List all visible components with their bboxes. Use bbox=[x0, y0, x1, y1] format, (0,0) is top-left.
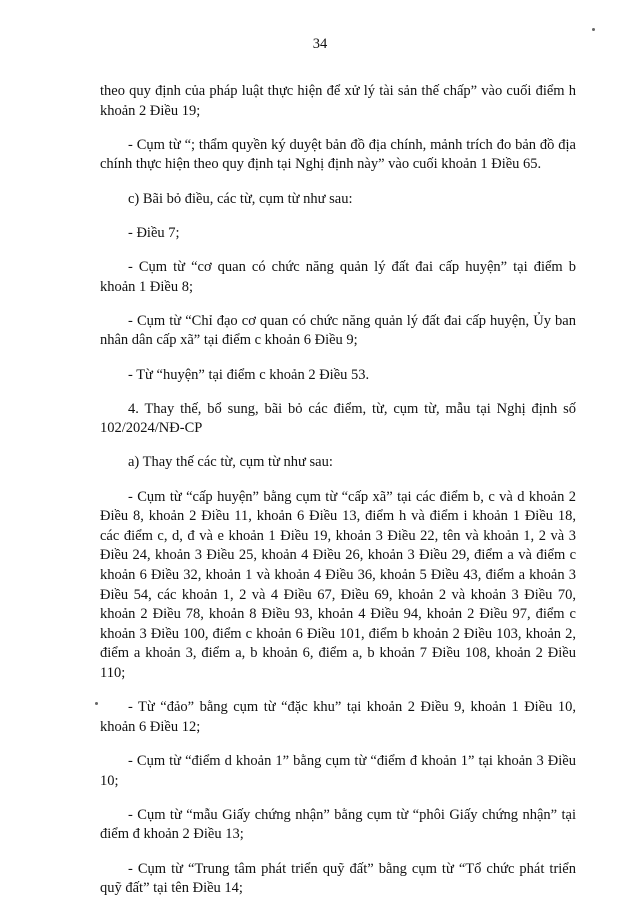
paragraph-item: - Từ “huyện” tại điểm c khoản 2 Điều 53. bbox=[128, 366, 370, 383]
paragraph-item: - Cụm từ “cơ quan có chức năng quản lý đất đai cấp huyện” tại điểm b khoản 1 Điều 8; bbox=[100, 258, 576, 295]
document-body bbox=[100, 82, 576, 899]
paragraph-item: - Điều 7; bbox=[128, 224, 180, 241]
scan-speck bbox=[592, 28, 595, 31]
paragraph-item: - Cụm từ “Chỉ đạo cơ quan có chức năng quản lý đất đai cấp huyện, Ủy ban nhân dân cấp xã” tại điểm c khoản 6 Điều 9; bbox=[100, 312, 576, 349]
paragraph-item: - Cụm từ “; thẩm quyền ký duyệt bản đồ địa chính, mảnh trích đo bản đồ địa chính thực hiện theo quy định tại Nghị định này” vào cuối khoản 1 Điều 65. bbox=[100, 136, 576, 173]
scan-speck bbox=[95, 702, 98, 705]
section-heading-a: a) Thay thế các từ, cụm từ như sau: bbox=[128, 454, 333, 471]
section-heading-c: c) Bãi bỏ điều, các từ, cụm từ như sau: bbox=[128, 190, 353, 207]
paragraph-item: - Cụm từ “Trung tâm phát triển quỹ đất” bằng cụm từ “Tổ chức phát triển quỹ đất” tại tên Điều 14; bbox=[100, 860, 576, 897]
paragraph-item: - Cụm từ “cấp huyện” bằng cụm từ “cấp xã” tại các điểm b, c và d khoản 2 Điều 8, khoản 2 Điều 11, khoản 6 Điều 13, điểm h và điểm i khoản 1 Điều 18, các điểm c, d, đ và e khoản 1 Điều 19, khoản 3 Điều 22, tên và khoản 1, 2 và 3 Điều 24, khoản 3 Điều 25, khoản 4 Điều 26, khoản 3 Điều 29, điểm a và điểm c khoản 6 Điều 32, khoản 1 và khoản 4 Điều 36, khoản 5 Điều 43, điểm a khoản 3 Điều 54, các khoản 1, 2 và 4 Điều 67, Điều 69, khoản 2 và khoản 3 Điều 70, khoản 2 Điều 78, khoản 8 Điều 93, khoản 4 Điều 94, khoản 2 Điều 97, điểm c khoản 3 Điều 100, điểm c khoản 6 Điều 101, điểm b khoản 2 Điều 103, khoản 2, điểm a khoản 3, điểm a, b khoản 6, điểm a, b khoản 7 Điều 108, khoản 2 Điều 110; bbox=[100, 488, 576, 681]
paragraph-item: - Cụm từ “điểm d khoản 1” bằng cụm từ “điểm đ khoản 1” tại khoản 3 Điều 10; bbox=[100, 752, 576, 789]
paragraph-item: - Từ “đảo” bằng cụm từ “đặc khu” tại khoản 2 Điều 9, khoản 1 Điều 10, khoản 6 Điều 12; bbox=[100, 699, 576, 735]
page-number: 34 bbox=[312, 36, 328, 52]
paragraph-continuation: theo quy định của pháp luật thực hiện để xử lý tài sản thế chấp” vào cuối điểm h khoản 2 Điều 19; bbox=[100, 83, 576, 119]
section-heading-4: 4. Thay thế, bổ sung, bãi bỏ các điểm, từ, cụm từ, mẫu tại Nghị định số 102/2024/NĐ-CP bbox=[100, 400, 576, 437]
paragraph-item: - Cụm từ “mẫu Giấy chứng nhận” bằng cụm từ “phôi Giấy chứng nhận” tại điểm đ khoản 2 Điều 13; bbox=[100, 806, 576, 843]
